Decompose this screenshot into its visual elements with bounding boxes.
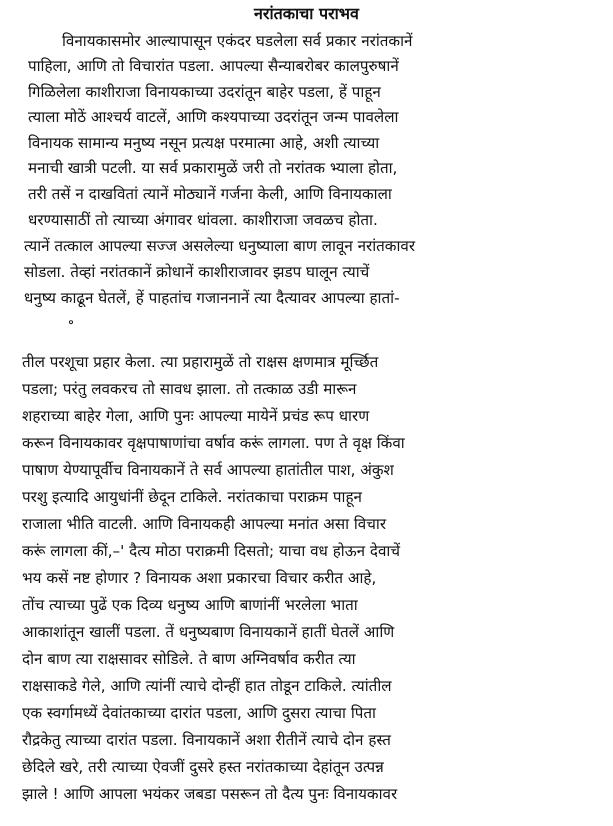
text-line: विनायक सामान्य मनुष्य नसून प्रत्यक्ष परमात्मा आहे, अशी त्याच्या — [28, 134, 380, 152]
text-line: त्यानें तत्काल आपल्या सज्ज असलेल्या धनुष्याला बाण लावून नरांतकावर — [24, 237, 416, 255]
text-line: तरी तसें न दाखवितां त्यानें मोठ्यानें गर्जना केली, आणि विनायकाला — [28, 185, 392, 203]
text-line: झाले ! आणि आपला भयंकर जबडा पसरून तो दैत्य पुनः विनायकावर — [22, 785, 398, 803]
text-line: करूं लागला कीं,–' दैत्य मोठा पराक्रमी दिसतो; याचा वध होऊन देवाचें — [22, 542, 400, 560]
text-line: आकाशांतून खालीं पडला. तें धनुष्यबाण विनायकानें हातीं घेतलें आणि — [22, 623, 395, 641]
text-line: परशु इत्यादि आयुधांनीं छेदून टाकिले. नरांतकाचा पराक्रम पाहून — [22, 488, 362, 506]
text-line: शहराच्या बाहेर गेला, आणि पुनः आपल्या मायेनें प्रचंड रूप धारण — [22, 407, 370, 425]
text-line: धरण्यासाठीं तो त्याच्या अंगावर धांवला. काशीराजा जवळच होता. — [28, 211, 378, 229]
text-line: छेदिले खरे, तरी त्याच्या ऐवजीं दुसरे हस्त नरांतकाच्या देहांतून उत्पन्न — [22, 758, 384, 776]
text-line: एक स्वर्गामध्यें देवांतकाच्या दारांत पडला, आणि दुसरा त्याचा पिता — [22, 704, 376, 722]
text-line: तील परशूचा प्रहार केला. त्या प्रहारामुळें तो राक्षस क्षणमात्र मूर्च्छित — [22, 353, 379, 371]
text-line: पाहिला, आणि तो विचारांत पडला. आपल्या सैन्याबरोबर कालपुरुषानें — [28, 57, 399, 75]
text-line: पडला; परंतु लवकरच तो सावध झाला. तो तत्काळ उडी मारून — [22, 380, 357, 398]
text-line: दोन बाण त्या राक्षसावर सोडिले. ते बाण अग्निवर्षाव करीत त्या — [22, 650, 356, 668]
text-line: सोडला. तेव्हां नरांतकानें क्रोधानें काशीराजावर झडप घालून त्याचें — [24, 263, 370, 281]
text-line: तोंच त्याच्या पुढें एक दिव्य धनुष्य आणि बाणांनीं भरलेला भाता — [22, 596, 358, 614]
text-line: राक्षसाकडे गेले, आणि त्यांनीं त्याचे दोन्हीं हात तोडून टाकिले. त्यांतील — [22, 677, 392, 695]
text-line: गिळिलेला काशीराजा विनायकाच्या उदरांतून बाहेर पडला, हें पाहून — [28, 83, 381, 101]
text-line: भय कसें नष्ट होणार ? विनायक अशा प्रकारचा विचार करीत आहे, — [22, 569, 377, 587]
page-title: नरांतकाचा पराभव — [254, 4, 359, 23]
text-line: धनुष्य काढून घेतलें, हें पाहतांच गजाननानें त्या दैत्यावर आपल्या हातां- — [24, 289, 400, 307]
text-line: विनायकासमोर आल्यापासून एकंदर घडलेला सर्व प्रकार नरांतकानें — [62, 32, 413, 50]
text-line: राजाला भीति वाटली. आणि विनायकही आपल्या मनांत असा विचार — [22, 515, 387, 533]
text-line: रौद्रकेतु त्याच्या दारांत पडला. विनायकानें अशा रीतीनें त्याचे दोन हस्त — [22, 731, 391, 749]
text-line: मनाची खात्री पटली. या सर्व प्रकारामुळें जरी तो नरांतक भ्याला होता, — [28, 159, 398, 177]
stray-mark: ॰ — [68, 316, 74, 332]
text-line: करून विनायकावर वृक्षपाषाणांचा वर्षाव करूं लागला. पण ते वृक्ष किंवा — [22, 434, 405, 452]
text-line: पाषाण येण्यापूर्वीच विनायकानें ते सर्व आपल्या हातांतील पाश, अंकुश — [22, 461, 394, 479]
text-line: त्याला मोठें आश्चर्य वाटलें, आणि कश्यपाच्या उदरांतून जन्म पावलेला — [28, 108, 399, 126]
